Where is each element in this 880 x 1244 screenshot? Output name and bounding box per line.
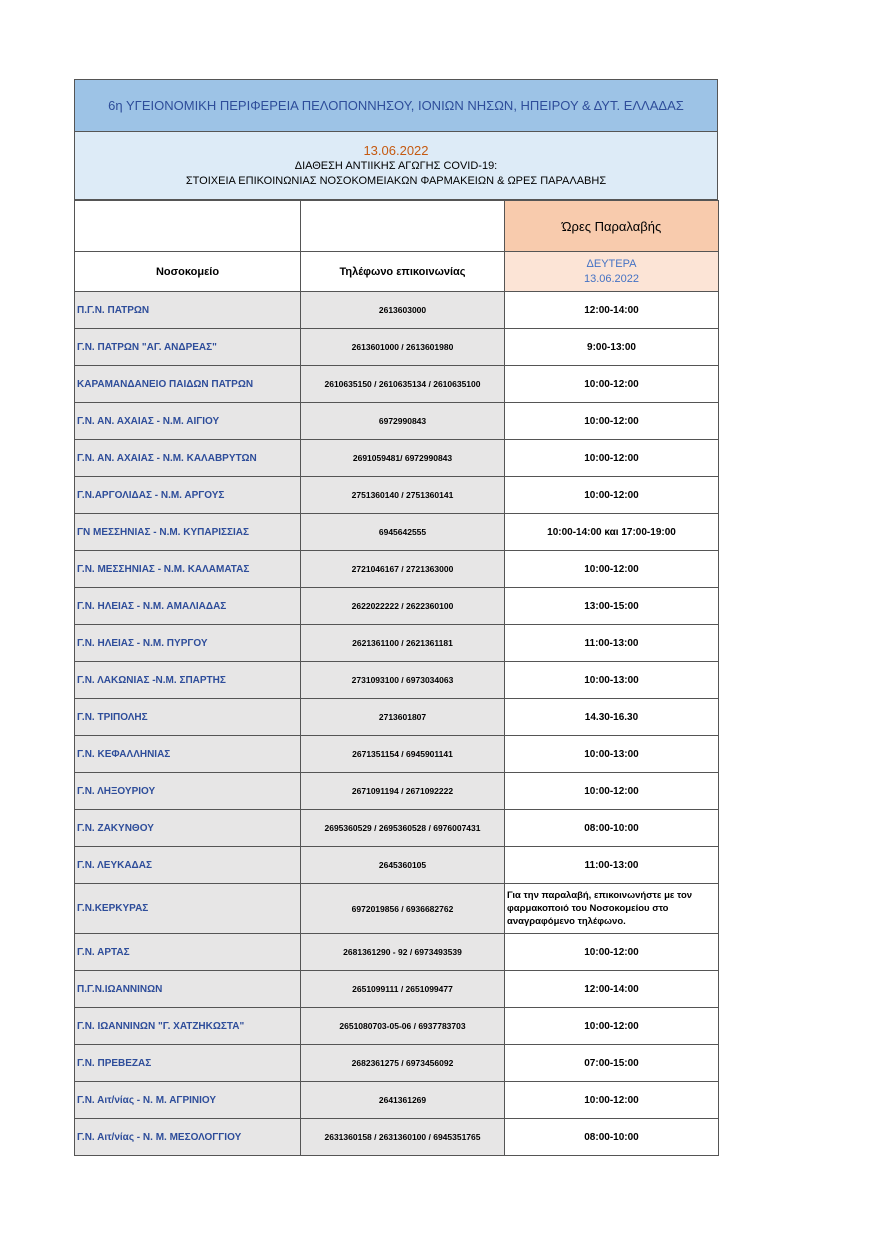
header-row-columns: [75, 252, 719, 292]
pickup-hours: 10:00-12:00: [505, 773, 719, 810]
phone-number: 2651099111 / 2651099477: [301, 971, 505, 1008]
hospital-name: Π.Γ.Ν. ΠΑΤΡΩΝ: [75, 292, 301, 329]
hospital-name: Γ.Ν. ΛΗΞΟΥΡΙΟΥ: [75, 773, 301, 810]
phone-column-header: Τηλέφωνο επικοινωνίας: [301, 252, 505, 292]
pickup-hours: Για την παραλαβή, επικοινωνήστε με τον φαρμακοποιό του Νοσοκομείου στο αναγραφόμενο τηλέφωνο.: [505, 884, 719, 934]
table-row: [75, 551, 719, 588]
hospital-name: Γ.Ν.ΑΡΓΟΛΙΔΑΣ - Ν.Μ. ΑΡΓΟΥΣ: [75, 477, 301, 514]
table-row: [75, 884, 719, 934]
hospital-name: Γ.Ν. ΑΡΤΑΣ: [75, 934, 301, 971]
phone-number: 2731093100 / 6973034063: [301, 662, 505, 699]
subtitle-line-2: ΣΤΟΙΧΕΙΑ ΕΠΙΚΟΙΝΩΝΙΑΣ ΝΟΣΟΚΟΜΕΙΑΚΩΝ ΦΑΡΜΑΚΕΙΩΝ & ΩΡΕΣ ΠΑΡΑΛΑΒΗΣ: [185, 175, 607, 187]
day-column-header: [505, 252, 719, 292]
hospital-name: Γ.Ν. ΑΝ. ΑΧΑΙΑΣ - Ν.Μ. ΚΑΛΑΒΡΥΤΩΝ: [75, 440, 301, 477]
hospital-name: Γ.Ν. ΛΕΥΚΑΔΑΣ: [75, 847, 301, 884]
hospital-name: Γ.Ν. ΗΛΕΙΑΣ - Ν.Μ. ΠΥΡΓΟΥ: [75, 625, 301, 662]
phone-number: 2622022222 / 2622360100: [301, 588, 505, 625]
pickup-hours: 12:00-14:00: [505, 971, 719, 1008]
table-row: [75, 1008, 719, 1045]
hospital-name: Γ.Ν. ΙΩΑΝΝΙΝΩΝ "Γ. ΧΑΤΖΗΚΩΣΤΑ": [75, 1008, 301, 1045]
pickup-hours: 10:00-14:00 και 17:00-19:00: [505, 514, 719, 551]
pickup-hours: 08:00-10:00: [505, 810, 719, 847]
phone-number: 2621361100 / 2621361181: [301, 625, 505, 662]
table-row: [75, 1082, 719, 1119]
hospital-name: ΚΑΡΑΜΑΝΔΑΝΕΙΟ ΠΑΙΔΩΝ ΠΑΤΡΩΝ: [75, 366, 301, 403]
pickup-hours: 10:00-12:00: [505, 934, 719, 971]
table-row: [75, 514, 719, 551]
hospital-name: Γ.Ν. Αιτ/νίας - Ν. Μ. ΑΓΡΙΝΙΟΥ: [75, 1082, 301, 1119]
hospital-table: [74, 200, 719, 1156]
phone-number: 2641361269: [301, 1082, 505, 1119]
table-row: [75, 736, 719, 773]
hospital-name: Γ.Ν. ΠΡΕΒΕΖΑΣ: [75, 1045, 301, 1082]
hospital-name: Γ.Ν. ΤΡΙΠΟΛΗΣ: [75, 699, 301, 736]
phone-number: 6945642555: [301, 514, 505, 551]
pickup-hours: 10:00-13:00: [505, 736, 719, 773]
hospital-name: Γ.Ν.ΚΕΡΚΥΡΑΣ: [75, 884, 301, 934]
table-row: [75, 773, 719, 810]
pickup-hours: 10:00-12:00: [505, 440, 719, 477]
phone-number: 2681361290 - 92 / 6973493539: [301, 934, 505, 971]
table-row: [75, 847, 719, 884]
phone-number: 2651080703-05-06 / 6937783703: [301, 1008, 505, 1045]
table-row: [75, 440, 719, 477]
empty-header-cell: [301, 201, 505, 252]
table-row: [75, 810, 719, 847]
hospital-column-header: Νοσοκομείο: [75, 252, 301, 292]
empty-header-cell: [75, 201, 301, 252]
table-row: [75, 662, 719, 699]
table-row: [75, 588, 719, 625]
phone-number: 2682361275 / 6973456092: [301, 1045, 505, 1082]
pickup-hours: 12:00-14:00: [505, 292, 719, 329]
hospital-name: Γ.Ν. ΜΕΣΣΗΝΙΑΣ - Ν.Μ. ΚΑΛΑΜΑΤΑΣ: [75, 551, 301, 588]
table-row: [75, 329, 719, 366]
pickup-hours: 11:00-13:00: [505, 847, 719, 884]
document-date: 13.06.2022: [363, 143, 429, 158]
pickup-hours: 08:00-10:00: [505, 1119, 719, 1156]
table-row: [75, 699, 719, 736]
phone-number: 2610635150 / 2610635134 / 2610635100: [301, 366, 505, 403]
phone-number: 2713601807: [301, 699, 505, 736]
phone-number: 2613603000: [301, 292, 505, 329]
hospital-name: ΓΝ ΜΕΣΣΗΝΙΑΣ - Ν.Μ. ΚΥΠΑΡΙΣΣΙΑΣ: [75, 514, 301, 551]
hospital-name: Γ.Ν. ΠΑΤΡΩΝ "ΑΓ. ΑΝΔΡΕΑΣ": [75, 329, 301, 366]
hospital-name: Π.Γ.Ν.ΙΩΑΝΝΙΝΩΝ: [75, 971, 301, 1008]
phone-number: 2695360529 / 2695360528 / 6976007431: [301, 810, 505, 847]
pickup-hours: 13:00-15:00: [505, 588, 719, 625]
pickup-hours: 10:00-13:00: [505, 662, 719, 699]
phone-number: 2613601000 / 2613601980: [301, 329, 505, 366]
table-row: [75, 934, 719, 971]
phone-number: 2671091194 / 2671092222: [301, 773, 505, 810]
pickup-hours: 10:00-12:00: [505, 1008, 719, 1045]
table-row: [75, 292, 719, 329]
pickup-hours: 07:00-15:00: [505, 1045, 719, 1082]
region-banner: 6η ΥΓΕΙΟΝΟΜΙΚΗ ΠΕΡΙΦΕΡΕΙΑ ΠΕΛΟΠΟΝΝΗΣΟΥ, ΙΟΝΙΩΝ ΝΗΣΩΝ, ΗΠΕΙΡΟΥ & ΔΥΤ. ΕΛΛΑΔΑΣ: [74, 79, 718, 132]
pickup-hours: 9:00-13:00: [505, 329, 719, 366]
phone-number: 2751360140 / 2751360141: [301, 477, 505, 514]
hospital-name: Γ.Ν. Αιτ/νίας - Ν. Μ. ΜΕΣΟΛΟΓΓΙΟΥ: [75, 1119, 301, 1156]
pickup-hours: 10:00-12:00: [505, 551, 719, 588]
hospital-name: Γ.Ν. ΖΑΚΥΝΘΟΥ: [75, 810, 301, 847]
hospital-name: Γ.Ν. ΚΕΦΑΛΛΗΝΙΑΣ: [75, 736, 301, 773]
hospital-name: Γ.Ν. ΛΑΚΩΝΙΑΣ -Ν.Μ. ΣΠΑΡΤΗΣ: [75, 662, 301, 699]
pickup-hours: 11:00-13:00: [505, 625, 719, 662]
phone-number: 6972019856 / 6936682762: [301, 884, 505, 934]
pickup-hours: 14.30-16.30: [505, 699, 719, 736]
phone-number: 2645360105: [301, 847, 505, 884]
table-row: [75, 403, 719, 440]
table-row: [75, 1119, 719, 1156]
hospital-name: Γ.Ν. ΑΝ. ΑΧΑΙΑΣ - Ν.Μ. ΑΙΓΙΟΥ: [75, 403, 301, 440]
phone-number: 2721046167 / 2721363000: [301, 551, 505, 588]
pharmacy-schedule-sheet: [74, 79, 718, 1156]
header-row-hours: [75, 201, 719, 252]
day-name: ΔΕΥΤΕΡΑ: [586, 257, 637, 270]
table-row: [75, 477, 719, 514]
document-subtitle: [74, 132, 718, 200]
table-row: [75, 625, 719, 662]
table-row: [75, 366, 719, 403]
table-row: [75, 971, 719, 1008]
hospital-name: Γ.Ν. ΗΛΕΙΑΣ - Ν.Μ. ΑΜΑΛΙΑΔΑΣ: [75, 588, 301, 625]
subtitle-line-1: ΔΙΑΘΕΣΗ ΑΝΤΙΙΚΗΣ ΑΓΩΓΗΣ COVID-19:: [294, 160, 498, 172]
pickup-hours: 10:00-12:00: [505, 477, 719, 514]
pickup-hours: 10:00-12:00: [505, 1082, 719, 1119]
pickup-hours: 10:00-12:00: [505, 366, 719, 403]
pickup-hours: 10:00-12:00: [505, 403, 719, 440]
phone-number: 2691059481/ 6972990843: [301, 440, 505, 477]
phone-number: 6972990843: [301, 403, 505, 440]
phone-number: 2631360158 / 2631360100 / 6945351765: [301, 1119, 505, 1156]
phone-number: 2671351154 / 6945901141: [301, 736, 505, 773]
pickup-hours-header: Ώρες Παραλαβής: [505, 201, 719, 252]
day-date: 13.06.2022: [583, 272, 640, 285]
table-row: [75, 1045, 719, 1082]
